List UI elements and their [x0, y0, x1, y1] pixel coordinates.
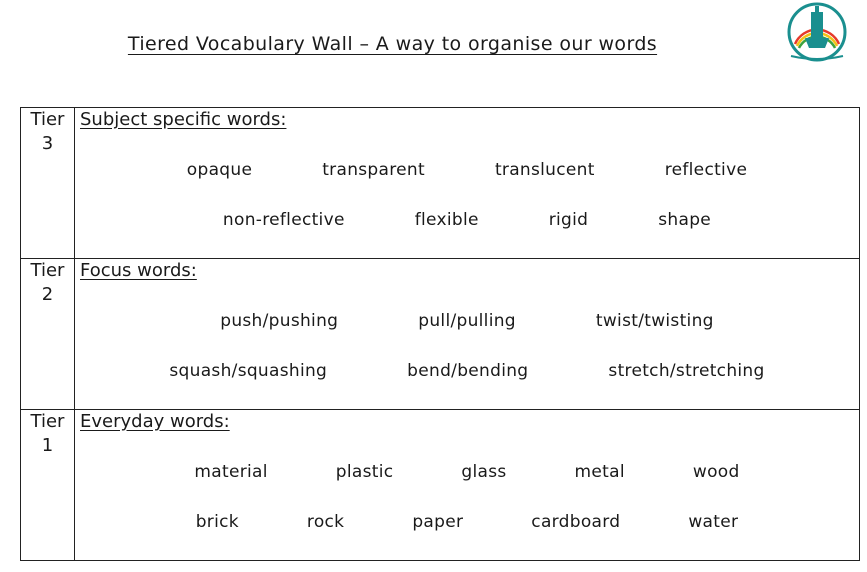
word: push/pushing [220, 311, 339, 331]
word: pull/pulling [418, 311, 516, 331]
tier-heading: Everyday words: [80, 411, 230, 432]
tier-label-cell [21, 108, 75, 259]
word: reflective [664, 160, 748, 180]
word-line [75, 512, 859, 532]
tier-row-1 [21, 410, 860, 561]
tier-word: Tier [30, 260, 65, 281]
tier-label-cell [21, 410, 75, 561]
tier-number: 3 [41, 133, 54, 154]
words-cell [75, 410, 860, 561]
word: rock [306, 512, 345, 532]
word: water [688, 512, 739, 532]
word: twist/twisting [595, 311, 714, 331]
word: stretch/stretching [608, 361, 765, 381]
word: rigid [548, 210, 589, 230]
vocabulary-table [20, 107, 860, 561]
word: bend/bending [407, 361, 529, 381]
tier-word: Tier [30, 411, 65, 432]
word: wood [692, 462, 740, 482]
word-line [75, 210, 859, 230]
word-line [75, 311, 859, 331]
tier-heading: Focus words: [80, 260, 197, 281]
tier-word: Tier [30, 109, 65, 130]
tier-row-3 [21, 108, 860, 259]
word: transparent [322, 160, 425, 180]
word: squash/squashing [169, 361, 328, 381]
word: material [194, 462, 268, 482]
word-line [75, 361, 859, 381]
word: non-reflective [222, 210, 345, 230]
word: metal [574, 462, 625, 482]
word: shape [658, 210, 712, 230]
word: flexible [414, 210, 479, 230]
words-cell [75, 259, 860, 410]
word: cardboard [531, 512, 621, 532]
word-line [75, 160, 859, 180]
word: plastic [335, 462, 394, 482]
word: glass [461, 462, 507, 482]
tier-label-cell [21, 259, 75, 410]
tier-row-2 [21, 259, 860, 410]
tier-heading: Subject specific words: [80, 109, 287, 130]
word: opaque [186, 160, 253, 180]
word: translucent [494, 160, 595, 180]
word-line [75, 462, 859, 482]
tier-number: 1 [41, 435, 54, 456]
word: paper [412, 512, 464, 532]
word: brick [195, 512, 239, 532]
school-crest-icon [781, 0, 853, 64]
words-cell [75, 108, 860, 259]
page-title: Tiered Vocabulary Wall – A way to organise our words [127, 33, 658, 55]
tier-number: 2 [41, 284, 54, 305]
